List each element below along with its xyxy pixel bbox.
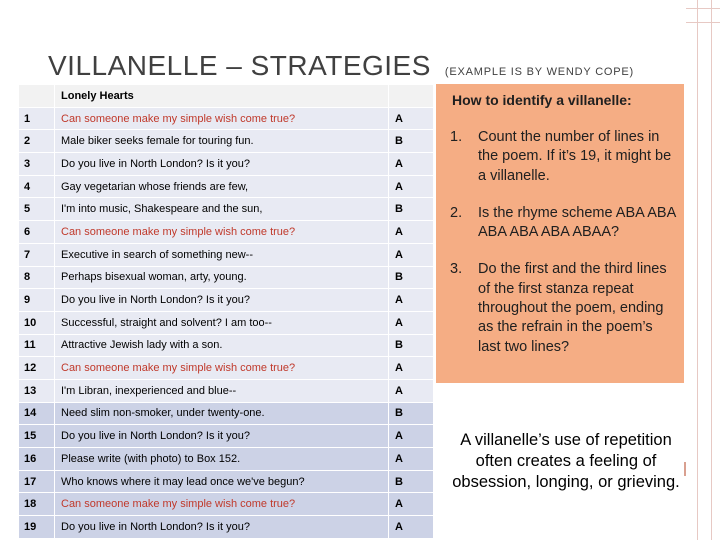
identify-title: How to identify a villanelle: bbox=[452, 92, 632, 108]
frame-line-horizontal-outer bbox=[686, 8, 720, 9]
rhyme-letter: A bbox=[389, 357, 434, 380]
identify-box bbox=[436, 84, 684, 383]
rhyme-letter: A bbox=[389, 175, 434, 198]
poem-line-row bbox=[19, 334, 434, 357]
line-text: Do you live in North London? Is it you? bbox=[55, 516, 389, 539]
rhyme-letter: B bbox=[389, 334, 434, 357]
rhyme-letter: B bbox=[389, 198, 434, 221]
line-number: 8 bbox=[19, 266, 55, 289]
poem-line-row bbox=[19, 425, 434, 448]
line-number: 19 bbox=[19, 516, 55, 539]
line-text: Can someone make my simple wish come true? bbox=[55, 493, 389, 516]
poem-line-row bbox=[19, 516, 434, 539]
rhyme-letter: A bbox=[389, 448, 434, 471]
identify-item-text: Is the rhyme scheme ABA ABA ABA ABA ABA ABAA? bbox=[478, 204, 676, 241]
identify-item-text: Count the number of lines in the poem. If it’s 19, it might be a villanelle. bbox=[478, 129, 672, 184]
line-number: 17 bbox=[19, 470, 55, 493]
identify-item-number: 1. bbox=[450, 129, 463, 145]
line-number: 18 bbox=[19, 493, 55, 516]
poem-line-row bbox=[19, 402, 434, 425]
line-number: 11 bbox=[19, 334, 55, 357]
poem-line-row bbox=[19, 153, 434, 176]
line-text: I'm Libran, inexperienced and blue-- bbox=[55, 379, 389, 402]
poem-line-row bbox=[19, 357, 434, 380]
line-number: 2 bbox=[19, 130, 55, 153]
rhyme-letter: B bbox=[389, 130, 434, 153]
line-text: Male biker seeks female for touring fun. bbox=[55, 130, 389, 153]
line-number: 10 bbox=[19, 311, 55, 334]
line-text: Gay vegetarian whose friends are few, bbox=[55, 175, 389, 198]
poem-line-row bbox=[19, 175, 434, 198]
line-number: 1 bbox=[19, 107, 55, 130]
rhyme-letter: A bbox=[389, 493, 434, 516]
poem-line-row bbox=[19, 493, 434, 516]
poem-table bbox=[18, 84, 434, 539]
line-number: 9 bbox=[19, 289, 55, 312]
line-text: Please write (with photo) to Box 152. bbox=[55, 448, 389, 471]
rhyme-letter: A bbox=[389, 153, 434, 176]
line-number: 7 bbox=[19, 243, 55, 266]
poem-title: Lonely Hearts bbox=[55, 85, 389, 108]
rhyme-letter: A bbox=[389, 516, 434, 539]
line-number: 16 bbox=[19, 448, 55, 471]
line-text: Successful, straight and solvent? I am too-- bbox=[55, 311, 389, 334]
line-text: Attractive Jewish lady with a son. bbox=[55, 334, 389, 357]
line-number: 6 bbox=[19, 221, 55, 244]
identify-list bbox=[450, 128, 678, 357]
rhyme-letter: A bbox=[389, 311, 434, 334]
line-text: Executive in search of something new-- bbox=[55, 243, 389, 266]
header-num-cell bbox=[19, 85, 55, 108]
line-text: Can someone make my simple wish come true? bbox=[55, 107, 389, 130]
poem-line-row bbox=[19, 130, 434, 153]
rhyme-letter: A bbox=[389, 243, 434, 266]
line-number: 13 bbox=[19, 379, 55, 402]
poem-line-row bbox=[19, 198, 434, 221]
rhyme-letter: B bbox=[389, 266, 434, 289]
line-number: 5 bbox=[19, 198, 55, 221]
line-text: Perhaps bisexual woman, arty, young. bbox=[55, 266, 389, 289]
frame-line-horizontal bbox=[686, 22, 720, 23]
decorative-tick bbox=[684, 462, 686, 476]
line-text: Can someone make my simple wish come true? bbox=[55, 357, 389, 380]
poem-line-row bbox=[19, 379, 434, 402]
rhyme-letter: A bbox=[389, 425, 434, 448]
line-number: 14 bbox=[19, 402, 55, 425]
frame-line-vertical-outer bbox=[711, 0, 712, 540]
rhyme-letter: A bbox=[389, 221, 434, 244]
poem-line-row bbox=[19, 470, 434, 493]
poem-line-row bbox=[19, 266, 434, 289]
rhyme-letter: B bbox=[389, 470, 434, 493]
line-number: 4 bbox=[19, 175, 55, 198]
line-number: 3 bbox=[19, 153, 55, 176]
line-text: Do you live in North London? Is it you? bbox=[55, 153, 389, 176]
slide-title-subtitle: (EXAMPLE IS BY WENDY COPE) bbox=[444, 66, 635, 78]
identify-item-number: 3. bbox=[450, 261, 463, 278]
poem-line-row bbox=[19, 311, 434, 334]
line-text: Do you live in North London? Is it you? bbox=[55, 289, 389, 312]
header-rhyme-cell bbox=[389, 85, 434, 108]
rhyme-letter: A bbox=[389, 379, 434, 402]
rhyme-letter: B bbox=[389, 402, 434, 425]
identify-item bbox=[450, 128, 678, 186]
poem-table-header-row bbox=[19, 85, 434, 108]
line-text: I'm into music, Shakespeare and the sun, bbox=[55, 198, 389, 221]
identify-item bbox=[450, 204, 678, 243]
line-text: Who knows where it may lead once we've begun? bbox=[55, 470, 389, 493]
slide-title bbox=[48, 50, 634, 82]
poem-line-row bbox=[19, 448, 434, 471]
identify-item-text: Do the first and the third lines of the first stanza repeat throughout the poem, ending as the refrain in the poem’s last two lines? bbox=[478, 261, 667, 355]
slide-title-main: VILLANELLE – STRATEGIES bbox=[48, 50, 431, 81]
rhyme-letter: A bbox=[389, 289, 434, 312]
line-text: Can someone make my simple wish come true? bbox=[55, 221, 389, 244]
conclusion-text: A villanelle’s use of repetition often creates a feeling of obsession, longing, or grieving. bbox=[452, 431, 680, 491]
identify-item bbox=[450, 260, 678, 356]
line-text: Need slim non-smoker, under twenty-one. bbox=[55, 402, 389, 425]
line-text: Do you live in North London? Is it you? bbox=[55, 425, 389, 448]
identify-item-number: 2. bbox=[450, 204, 463, 221]
poem-line-row bbox=[19, 243, 434, 266]
poem-line-row bbox=[19, 107, 434, 130]
rhyme-letter: A bbox=[389, 107, 434, 130]
poem-line-row bbox=[19, 221, 434, 244]
poem-line-row bbox=[19, 289, 434, 312]
line-number: 15 bbox=[19, 425, 55, 448]
line-number: 12 bbox=[19, 357, 55, 380]
frame-line-vertical bbox=[697, 0, 698, 540]
